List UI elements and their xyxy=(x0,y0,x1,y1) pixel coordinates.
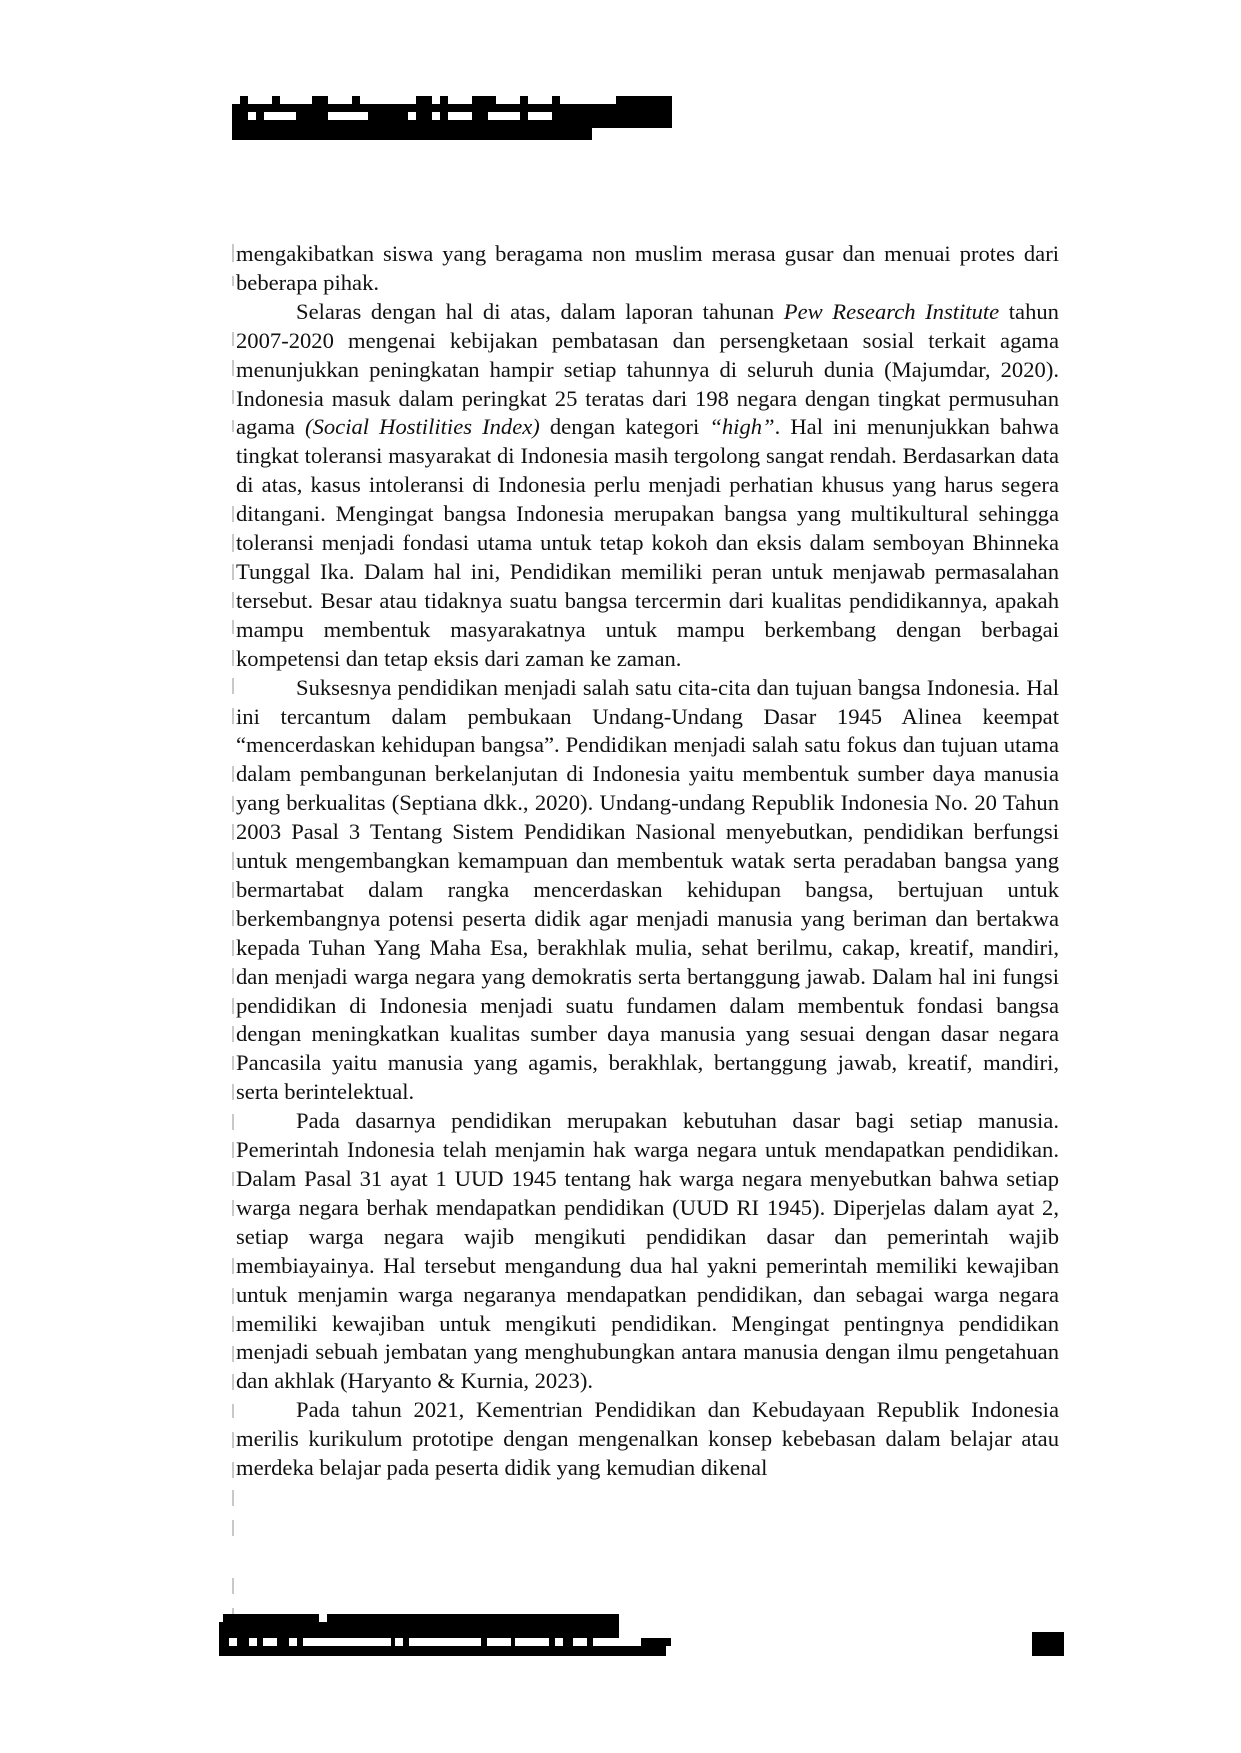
italic-text: (Social Hostilities Index) xyxy=(305,414,540,440)
footer-redacted xyxy=(219,1614,979,1670)
text-run: Selaras dengan hal di atas, dalam laporan tahunan xyxy=(296,298,784,324)
text-run: Suksesnya pendidikan menjadi salah satu cita-cita dan tujuan bangsa Indonesia. Hal ini tercantum dalam pembukaan Undang-Undang Dasar 1945 Alinea keempat “mencerdaskan kehidupan bangsa”. Pendidikan menjadi salah satu fokus dan tujuan utama dalam pembangunan berkelanjutan di Indonesia yaitu membentuk sumber daya manusia yang berkualitas (Septiana dkk., 2020). Undang-undang Republik Indonesia No. 20 Tahun 2003 Pasal 3 Tentang Sistem Pendidikan Nasional menyebutkan, pendidikan berfungsi untuk mengembangkan kemampuan dan membentuk watak serta peradaban bangsa yang bermartabat dalam rangka mencerdaskan kehidupan bangsa, bertujuan untuk berkembangnya potensi peserta didik agar menjadi manusia yang beriman dan bertakwa kepada Tuhan Yang Maha Esa, berakhlak mulia, sehat berilmu, cakap, kreatif, mandiri, dan menjadi warga negara yang demokratis serta bertanggung jawab. Dalam hal ini fungsi pendidikan di Indonesia menjadi suatu fundamen dalam membentuk fondasi bangsa dengan meningkatkan kualitas sumber daya manusia yang sesuai dengan dasar negara Pancasila yaitu manusia yang agamis, berakhlak, bertanggung jawab, kreatif, mandiri, serta berintelektual. xyxy=(236,674,1059,1105)
running-head-redacted xyxy=(232,96,672,140)
text-run: dengan kategori xyxy=(539,414,710,440)
document-body xyxy=(236,240,1059,1483)
paragraph xyxy=(236,674,1059,1108)
italic-text: “high” xyxy=(709,414,775,440)
text-run: Pada tahun 2021, Kementrian Pendidikan dan Kebudayaan Republik Indonesia merilis kurikulum prototipe dengan mengenalkan konsep kebebasan dalam belajar atau merdeka belajar pada peserta didik yang kemudian dikenal xyxy=(236,1397,1059,1481)
paragraph xyxy=(236,1107,1059,1396)
paragraph xyxy=(236,240,1059,298)
paragraph xyxy=(236,298,1059,674)
italic-text: Pew Research Institute xyxy=(783,298,1000,324)
text-run: . Hal ini menunjukkan bahwa tingkat toleransi masyarakat di Indonesia masih tergolong sangat rendah. Berdasarkan data di atas, kasus intoleransi di Indonesia perlu menjadi perhatian khusus yang harus segera ditangani. Mengingat bangsa Indonesia merupakan bangsa yang multikultural sehingga toleransi menjadi fondasi utama untuk tetap kokoh dan eksis dalam semboyan Bhinneka Tunggal Ika. Dalam hal ini, Pendidikan memiliki peran untuk menjawab permasalahan tersebut. Besar atau tidaknya suatu bangsa tercermin dari kualitas pendidikannya, apakah mampu membentuk masyarakatnya untuk mampu berkembang dengan berbagai kompetensi dan tetap eksis dari zaman ke zaman. xyxy=(236,414,1060,671)
text-run: tahun 2007-2020 mengenai kebijakan pembatasan dan persengketaan sosial terkait agama menunjukkan peningkatan hampir setiap tahunnya di seluruh dunia (Majumdar, 2020). Indonesia masuk dalam peringkat 25 teratas dari 198 negara dengan tingkat permusuhan agama xyxy=(236,298,1059,440)
text-run: mengakibatkan siswa yang beragama non muslim merasa gusar dan menuai protes dari beberapa pihak. xyxy=(236,241,1059,295)
page-number-redacted xyxy=(1032,1632,1064,1656)
paragraph xyxy=(236,1396,1059,1483)
text-run: Pada dasarnya pendidikan merupakan kebutuhan dasar bagi setiap manusia. Pemerintah Indonesia telah menjamin hak warga negara untuk mendapatkan pendidikan. Dalam Pasal 31 ayat 1 UUD 1945 tentang hak warga negara menyebutkan bahwa setiap warga negara berhak mendapatkan pendidikan (UUD RI 1945). Diperjelas dalam ayat 2, setiap warga negara wajib mengikuti pendidikan dasar dan pemerintah wajib membiayainya. Hal tersebut mengandung dua hal yakni pemerintah memiliki kewajiban untuk menjamin warga negaranya mendapatkan pendidikan, dan sebagai warga negara memiliki kewajiban untuk mengikuti pendidikan. Mengingat pentingnya pendidikan menjadi sebuah jembatan yang menghubungkan antara manusia dengan ilmu pengetahuan dan akhlak (Haryanto & Kurnia, 2023). xyxy=(236,1108,1059,1394)
